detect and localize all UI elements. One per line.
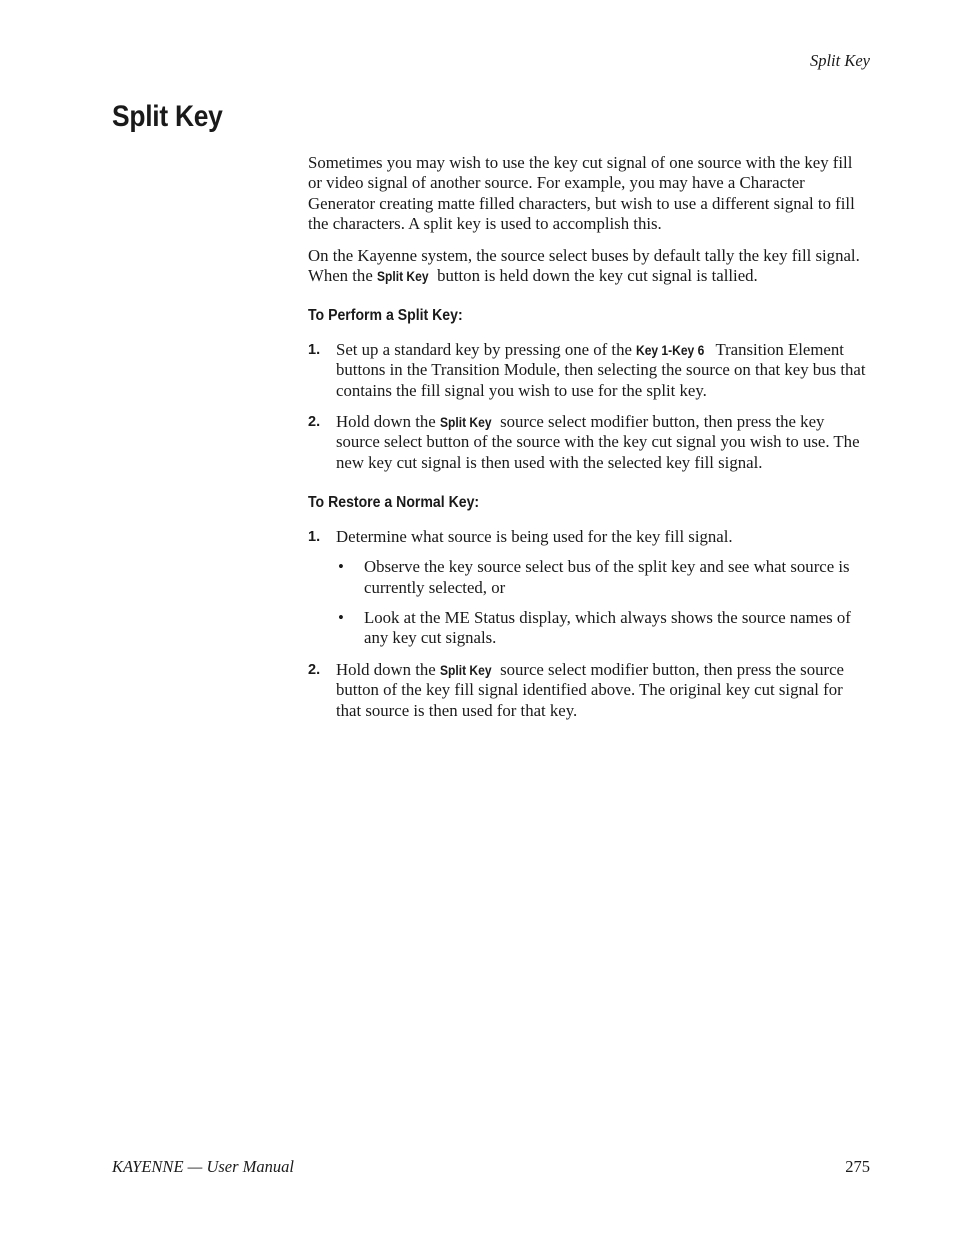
split-key-keyword: Split Key <box>439 661 492 678</box>
step-text-after: Transition Element buttons in the Transition Module, then selecting the source on that key bus that contains the fill signal you wish to use for the split key. <box>336 339 866 400</box>
step-text-before: Hold down the <box>336 412 436 432</box>
split-key-keyword: Split Key <box>439 414 492 431</box>
step-text-before: Hold down the <box>336 659 436 679</box>
step-text-after: source select modifier button, then press the key source select button of the source with the key cut signal you wish to use. The new key cut signal is then used with the selected key fill signal. <box>336 412 860 472</box>
page-title: Split Key <box>112 100 223 133</box>
intro-p2-text-after: button is held down the key cut signal is tallied. <box>437 266 758 286</box>
footer-manual-title: KAYENNE — User Manual <box>112 1157 294 1176</box>
step-text-after: source select modifier button, then press the source button of the key fill signal identified above. The original key cut signal for that source is then used for that key. <box>336 659 844 720</box>
restore-step-1-bullets <box>336 557 870 649</box>
intro-paragraph-1: Sometimes you may wish to use the key cut signal of one source with the key fill or video signal of another source. For example, you may have a Character Generator creating matte filled characters, but wish to use a different signal to fill the characters. A split key is used to accomplish this. <box>308 153 855 234</box>
restore-heading: To Restore a Normal Key: <box>308 494 480 512</box>
key-range-keyword: Key 1-Key 6 <box>636 341 705 358</box>
perform-step-1 <box>308 340 870 401</box>
intro-p2-text-before: On the Kayenne system, the source select buses by default tally the key fill signal. When the <box>308 245 860 286</box>
step-number: 1. <box>308 341 321 358</box>
restore-steps <box>308 527 870 721</box>
bullet-glyph: • <box>338 557 344 577</box>
bullet-item <box>336 557 870 598</box>
perform-steps <box>308 340 870 473</box>
page-content <box>308 153 870 732</box>
restore-step-2 <box>308 660 870 721</box>
page-number: 275 <box>845 1157 870 1176</box>
perform-heading: To Perform a Split Key: <box>308 307 463 325</box>
bullet-item <box>336 608 870 649</box>
intro-paragraph-2 <box>308 246 870 287</box>
step-number: 1. <box>308 528 321 545</box>
split-key-keyword: Split Key <box>376 268 429 285</box>
bullet-text: Observe the key source select bus of the split key and see what source is currently selected, or <box>364 557 850 597</box>
step-number: 2. <box>308 661 321 678</box>
running-header: Split Key <box>809 51 870 70</box>
bullet-glyph: • <box>338 607 344 627</box>
bullet-text: Look at the ME Status display, which always shows the source names of any key cut signals. <box>364 607 851 648</box>
step-text-before: Set up a standard key by pressing one of the <box>336 339 632 359</box>
perform-step-2 <box>308 412 870 473</box>
restore-step-1 <box>308 527 870 649</box>
step-text: Determine what source is being used for the key fill signal. <box>336 526 733 546</box>
step-number: 2. <box>308 414 321 431</box>
